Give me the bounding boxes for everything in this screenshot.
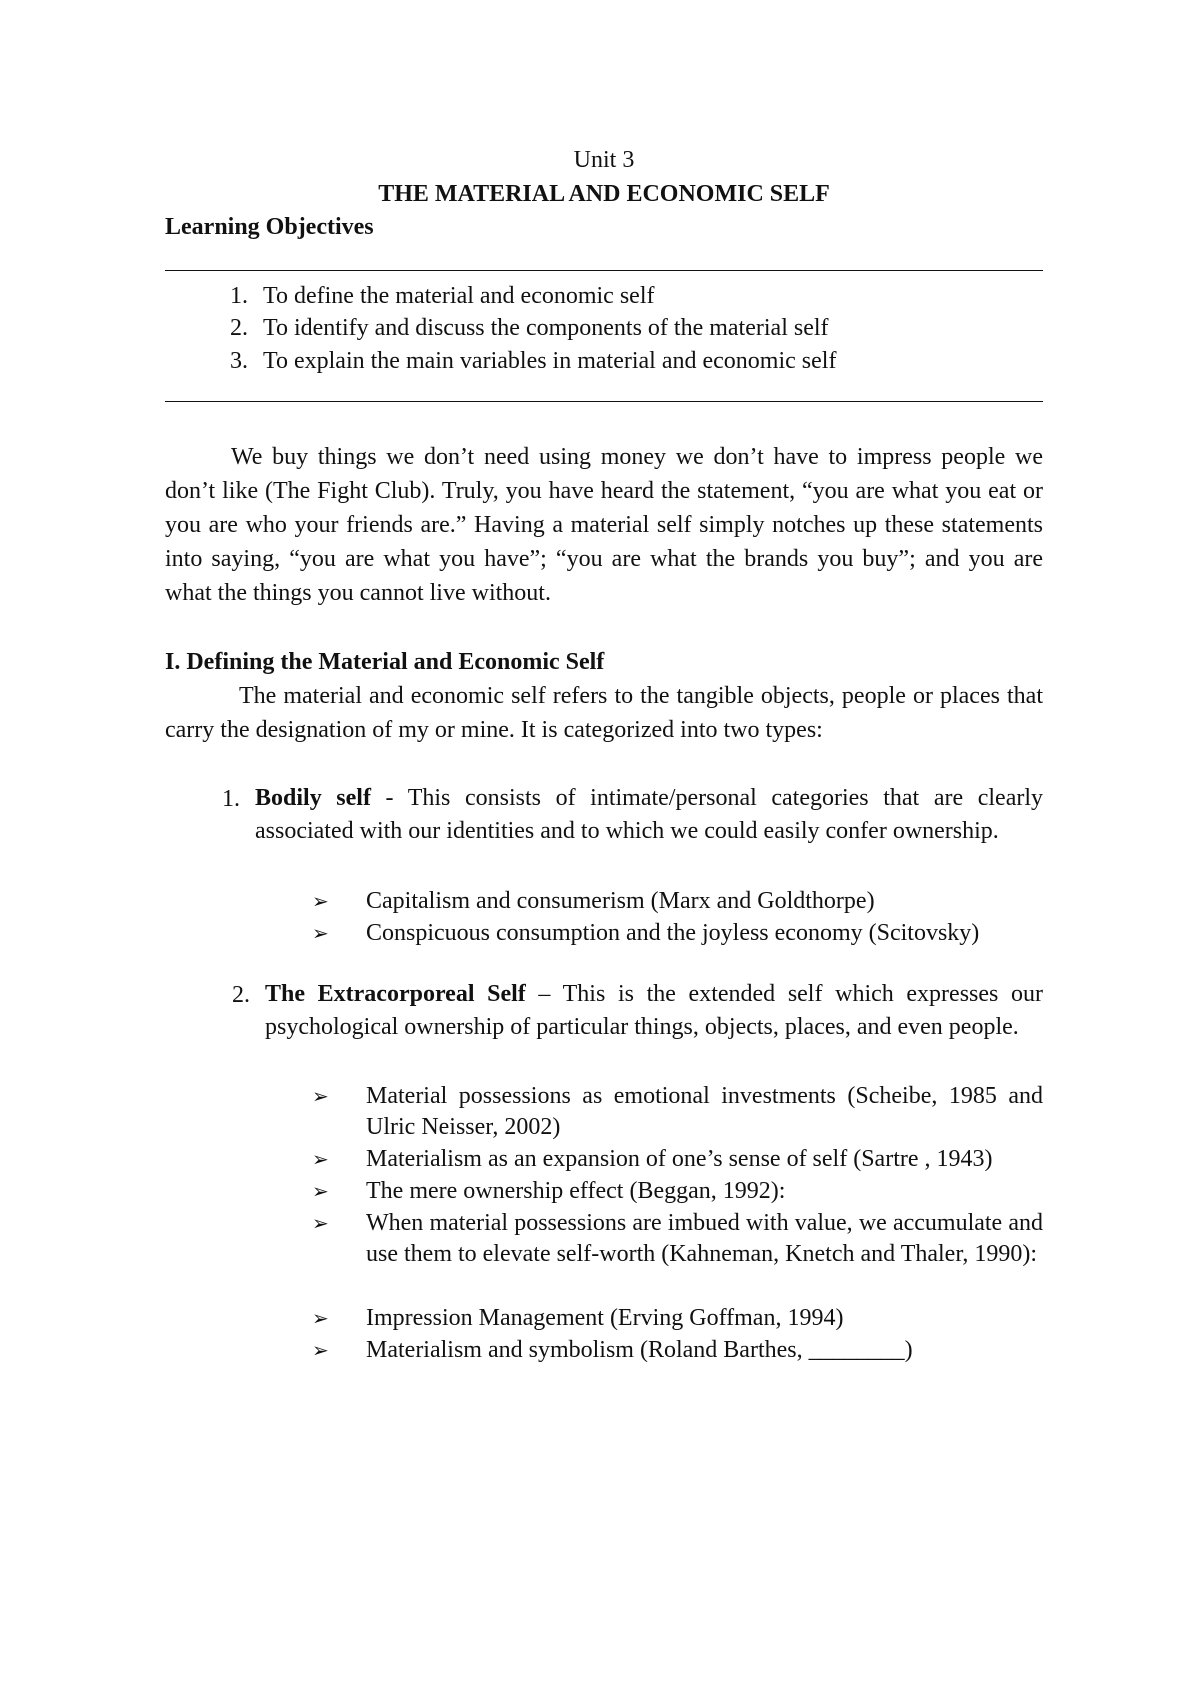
bullet-text: When material possessions are imbued with value, we accumulate and use them to elevate self-worth (Kahneman, Knetch and Thaler, 1990): [366,1210,1043,1267]
type-desc-text: - This consists of intimate/personal categories that are clearly associated with our identities and to which we could easily confer ownership. [255,785,1044,844]
bullet-text: Conspicuous consumption and the joyless economy (Scitovsky) [366,920,980,946]
type-desc-text: – This is the extended self which expresses our psychological ownership of particular things, objects, places, and even people. [265,981,1044,1040]
bullet-text: The mere ownership effect (Beggan, 1992): [366,1178,786,1204]
type-number: 1. [222,786,240,812]
unit-label: Unit 3 [573,147,635,173]
intro-paragraph: We buy things we don’t need using money we don’t have to impress people we don’t like (The Fight Club). Truly, you have heard the statement, “you are what you eat or you are who your friends are.” Having a material self simply notches up these statements into saying, “you are what you have”; “you are what the brands you buy”; and you are what the things you cannot live without. [165,444,1043,606]
type-description [265,978,1043,1044]
type-term: Bodily self [255,785,371,811]
objective-text: To define the material and economic self [263,283,655,309]
arrow-bullet-icon: ➢ [312,891,329,913]
bullet-text: Materialism and symbolism (Roland Barthes, ________) [366,1337,913,1363]
objective-text: To explain the main variables in material and economic self [263,348,837,374]
type-number: 2. [232,982,250,1008]
arrow-bullet-icon: ➢ [312,1181,329,1203]
objective-number: 1. [230,283,248,309]
arrow-bullet-icon: ➢ [312,1086,329,1108]
arrow-bullet-icon: ➢ [312,1340,329,1362]
bullet-text: Materialism as an expansion of one’s sense of self (Sartre , 1943) [366,1146,993,1172]
divider-bottom [165,401,1043,402]
objective-text: To identify and discuss the components of the material self [263,315,829,341]
section-paragraph: The material and economic self refers to the tangible objects, people or places that carry the designation of my or mine. It is categorized into two types: [165,683,1043,743]
arrow-bullet-icon: ➢ [312,1149,329,1171]
arrow-bullet-icon: ➢ [312,1308,329,1330]
objective-number: 2. [230,315,248,341]
objectives-heading: Learning Objectives [165,214,374,240]
objective-number: 3. [230,348,248,374]
arrow-bullet-icon: ➢ [312,1213,329,1235]
divider-top [165,270,1043,271]
section-heading: I. Defining the Material and Economic Self [165,649,605,675]
page-title: THE MATERIAL AND ECONOMIC SELF [378,181,830,207]
bullet-text: Material possessions as emotional investments (Scheibe, 1985 and Ulric Neisser, 2002) [366,1083,1043,1140]
type-term: The Extracorporeal Self [265,981,526,1007]
bullet-text: Impression Management (Erving Goffman, 1994) [366,1305,844,1331]
arrow-bullet-icon: ➢ [312,923,329,945]
bullet-text: Capitalism and consumerism (Marx and Goldthorpe) [366,888,875,914]
type-description [255,782,1043,848]
